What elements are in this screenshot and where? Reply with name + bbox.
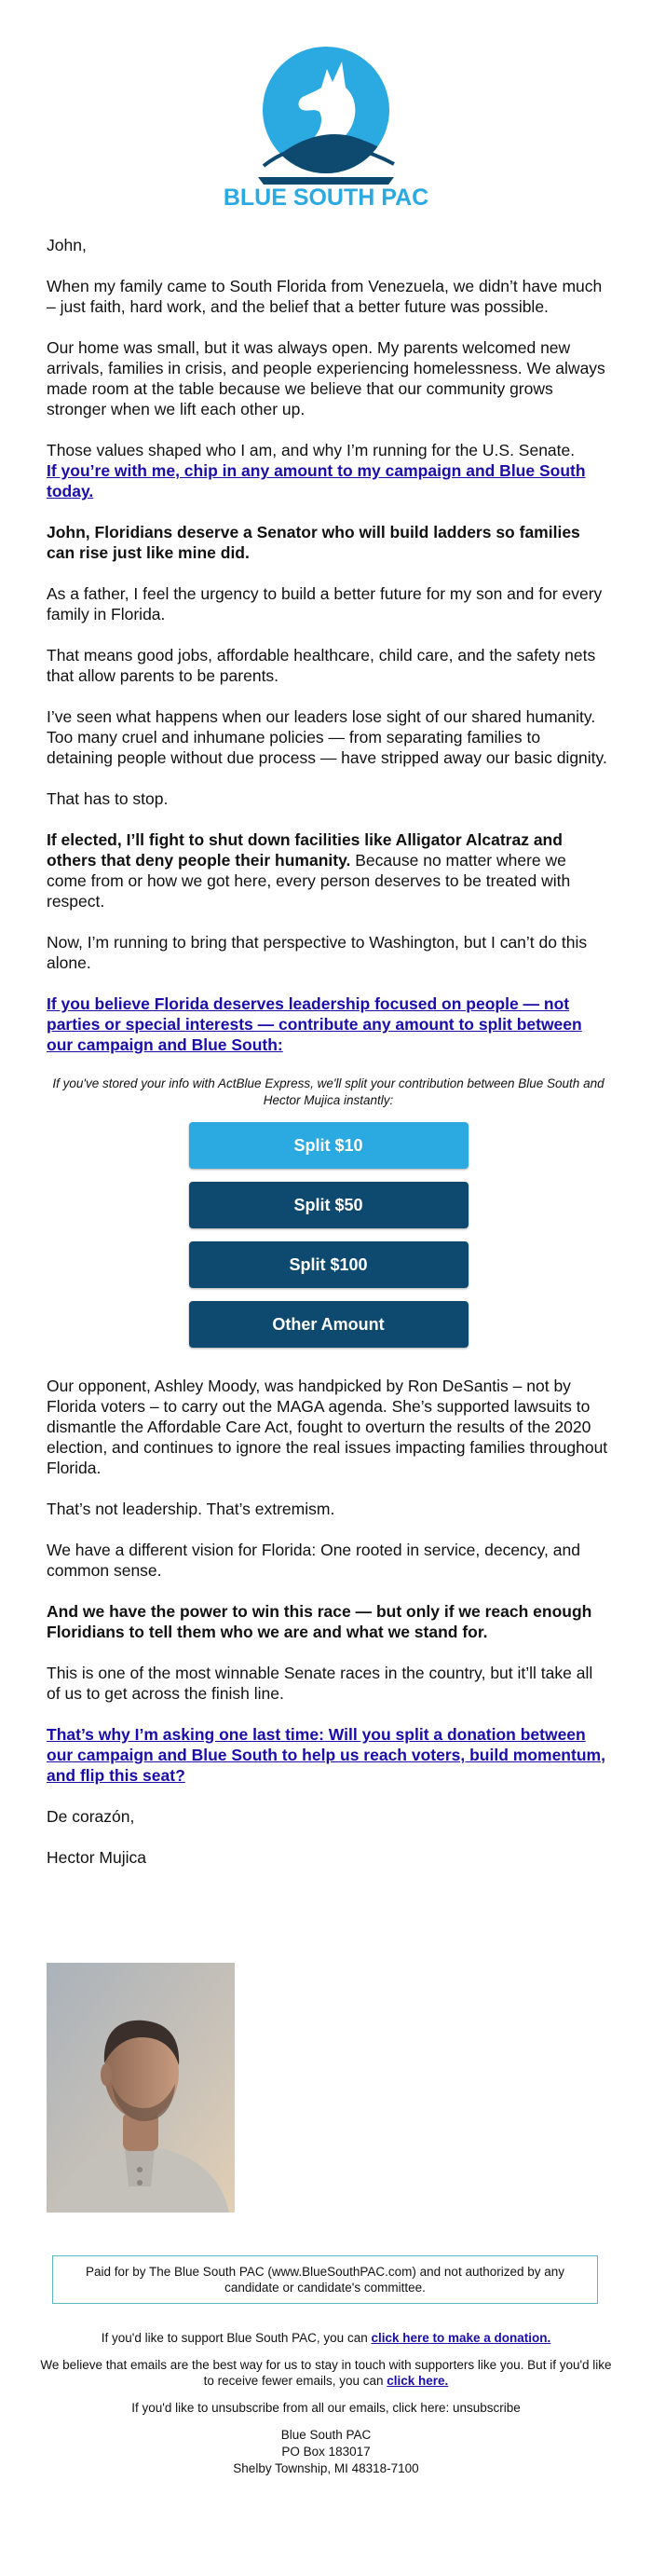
paragraph-ladders: John, Floridians deserve a Senator who will build ladders so families can rise just like mine did.	[47, 523, 580, 562]
support-line	[37, 2330, 615, 2346]
paragraph-washington: Now, I’m running to bring that perspective to Washington, but I can’t do this alone.	[47, 933, 588, 972]
paragraph-facilities	[47, 829, 610, 911]
paragraph-vision: We have a different vision for Florida: One rooted in service, decency, and common sense.	[47, 1541, 580, 1580]
sign-off: De corazón,	[47, 1807, 135, 1826]
actblue-express-note: If you've stored your info with ActBlue Express, we'll split your contribution between Blue South and Hector Mujica instantly:	[52, 1076, 604, 1107]
unsubscribe-line[interactable]: If you'd like to unsubscribe from all our emails, click here: unsubscribe	[131, 2401, 521, 2415]
paragraph-stop: That has to stop.	[47, 789, 169, 808]
last-ask-link[interactable]: That’s why I’m asking one last time: Will you split a donation between our campaign and Blue South to help us reach voters, build momentum, and flip this seat?	[47, 1725, 605, 1785]
logo-wordmark: BLUE SOUTH PAC	[223, 185, 429, 209]
split-50-button[interactable]: Split $50	[189, 1182, 469, 1228]
facilities-bold: If elected, I’ll fight to shut down facilities like Alligator Alcatraz and others that deny people their humanity.	[47, 830, 563, 870]
donation-buttons	[47, 1122, 610, 1348]
paragraph-father: As a father, I feel the urgency to build a better future for my son and for every family in Florida.	[47, 584, 603, 623]
signature-name: Hector Mujica	[47, 1848, 146, 1867]
chip-in-link[interactable]: If you’re with me, chip in any amount to my campaign and Blue South today.	[47, 461, 586, 500]
paragraph-jobs: That means good jobs, affordable healthcare, child care, and the safety nets that allow parents to be parents.	[47, 646, 596, 685]
address-line-1: Blue South PAC	[280, 2428, 372, 2442]
paragraph-family-origin: When my family came to South Florida from Venezuela, we didn’t have much – just faith, hard work, and the belief that a better future was possible.	[47, 277, 603, 316]
split-100-button[interactable]: Split $100	[189, 1241, 469, 1288]
email-footer	[37, 2330, 615, 2477]
make-donation-link[interactable]: click here to make a donation.	[371, 2331, 551, 2345]
email-body	[47, 235, 610, 1888]
fewer-emails-text: We believe that emails are the best way for us to stay in touch with supporters like you. But if you'd like to receive fewer emails, you can	[40, 2358, 612, 2388]
blue-south-pac-logo[interactable]	[217, 45, 435, 209]
paragraph-contribute	[47, 993, 610, 1055]
address-line-3: Shelby Township, MI 48318-7100	[233, 2461, 419, 2475]
donkey-logo-icon	[217, 45, 435, 209]
paragraph-power: And we have the power to win this race — but only if we reach enough Floridians to tell them who we are and what we stand for.	[47, 1602, 592, 1641]
paragraph-values-text: Those values shaped who I am, and why I’m running for the U.S. Senate.	[47, 441, 576, 459]
contribute-split-link[interactable]: If you believe Florida deserves leadership focused on people — not parties or special interests — contribute any amount to split between our campaign and Blue South:	[47, 994, 582, 1054]
paragraph-winnable: This is one of the most winnable Senate races in the country, but it’ll take all of us to get across the finish line.	[47, 1664, 593, 1703]
other-amount-button[interactable]: Other Amount	[189, 1301, 469, 1348]
paragraph-home: Our home was small, but it was always open. My parents welcomed new arrivals, families in crisis, and people experiencing homelessness. We always made room at the table because we believe that our community grows stronger when we lift each other up.	[47, 338, 605, 418]
candidate-photo	[47, 1963, 235, 2213]
paragraph-policies: I’ve seen what happens when our leaders lose sight of our shared humanity. Too many cruel and inhumane policies — from separating families to detaining people without due process — have stripped away our basic dignity.	[47, 707, 607, 767]
fewer-emails-line	[37, 2357, 615, 2389]
paragraph-last-ask	[47, 1724, 610, 1786]
fewer-emails-link[interactable]: click here.	[387, 2374, 449, 2388]
paragraph-extremism: That’s not leadership. That’s extremism.	[47, 1500, 335, 1518]
facilities-text: Because no matter where we come from or how we got here, every person deserves to be treated with respect.	[47, 851, 571, 911]
paid-for-disclaimer: Paid for by The Blue South PAC (www.BlueSouthPAC.com) and not authorized by any candidate or candidate's committee.	[52, 2255, 598, 2304]
address-line-2: PO Box 183017	[281, 2445, 371, 2459]
support-text: If you'd like to support Blue South PAC, you can	[101, 2331, 372, 2345]
split-10-button[interactable]: Split $10	[189, 1122, 469, 1169]
paragraph-opponent: Our opponent, Ashley Moody, was handpicked by Ron DeSantis – not by Florida voters – to carry out the MAGA agenda. She’s supported lawsuits to dismantle the Affordable Care Act, fought to overturn the results of the 2020 election, and continues to ignore the real issues impacting families throughout Florida.	[47, 1377, 608, 1477]
paragraph-values	[47, 440, 610, 501]
greeting: John,	[47, 236, 87, 254]
